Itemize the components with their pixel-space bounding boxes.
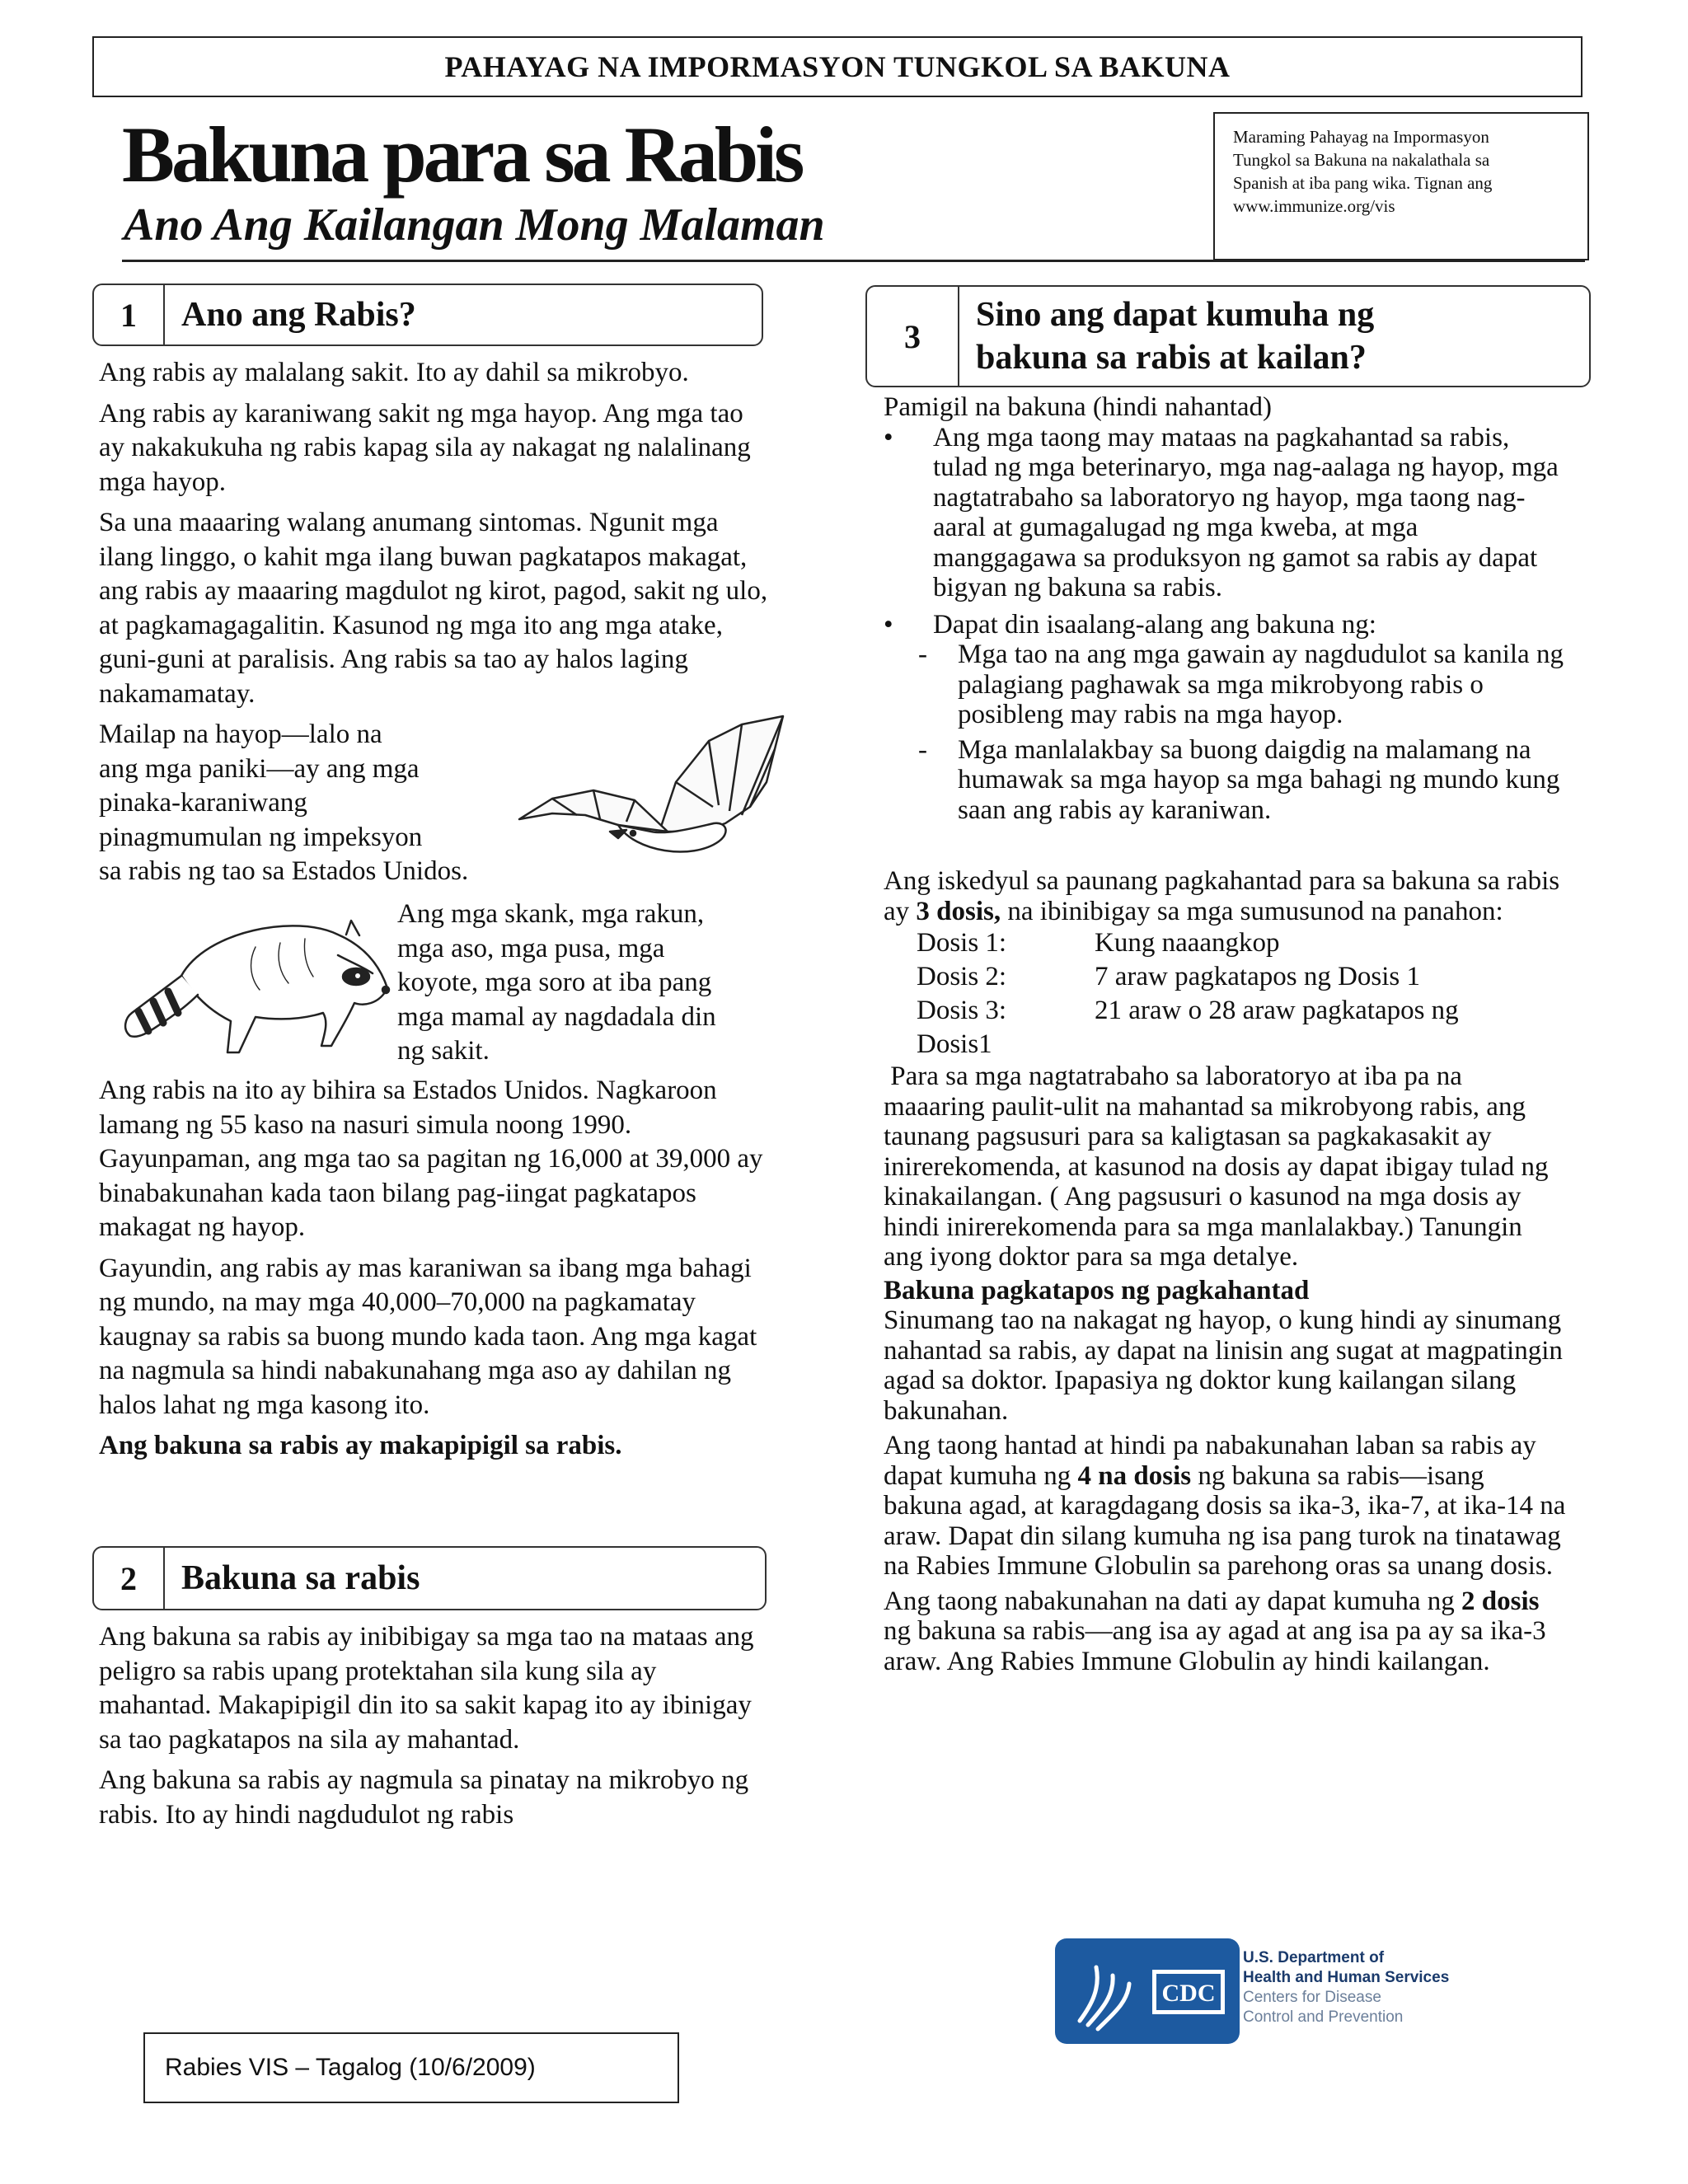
info-line: Maraming Pahayag na Impormasyon [1233,127,1489,147]
bat-text-line: pinaka-karaniwang [99,788,307,818]
right-column [884,392,1568,1676]
hhs-line: Control and Prevention [1243,2008,1404,2026]
paragraph [884,1431,1568,1582]
text-run: Ang taong hantad at hindi pa nabakunahan laban sa rabis ay dapat kumuha ng [884,1431,1536,1491]
raccoon-text-line: mga aso, mga pusa, mga [397,933,665,963]
dose-value: 21 araw o 28 araw pagkatapos ng [1095,996,1459,1025]
raccoon-text-line: ng sakit. [397,1036,490,1066]
list-item [884,610,1568,640]
list-item-text: Mga tao na ang mga gawain ay nagdudulot sa kanila ng palagiang paghawak sa mga mikrobyong rabis o posibleng may rabis na mga hayop. [958,640,1564,729]
document-subtitle: Ano Ang Kailangan Mong Malaman [124,199,825,251]
section-number: 2 [94,1548,165,1609]
bat-illustration [503,708,791,873]
info-line: Tungkol sa Bakuna na nakalathala sa [1233,150,1490,170]
dose-tail: Dosis1 [917,1029,992,1059]
paragraph-bold: Ang bakuna sa rabis ay makapipigil sa rabis. [99,1431,622,1460]
dash-mark: - [918,640,927,669]
section-3-heading [865,285,1591,387]
list-item [884,423,1568,603]
paragraph: Para sa mga nagtatrabaho sa laboratoryo at iba pa na maaaring paulit-ulit na mahantad sa mikrobyong rabis, ang taunang pagsusuri para sa kaligtasan sa pagkakasakit ay inirerekomenda, at kasunod na dosis ay dapat ibigay tulad ng kinakailangan. ( Ang pagsusuri o kasunod na mga dosis ay hindi inirerekomenda para sa mga manlalakbay.) Tanungin ang iyong doktor para sa mga detalye. [884,1062,1555,1272]
language-info-box [1213,112,1589,260]
dose-row [884,1028,1568,1062]
paragraph: Sinumang tao na nakagat ng hayop, o kung hindi ay sinumang nahantad sa rabis, ay dapat na linisin ang sugat at magpatingin agad sa doktor. Ipapasiya ng doktor kung kailangan silang bakunahan. [884,1305,1563,1426]
sub-list-item [884,640,1568,730]
list-item-text: Dapat din isaalang-alang ang bakuna ng: [933,609,1376,640]
section-1-heading [92,284,763,346]
section-title [959,287,1374,386]
cdc-text: CDC [1161,1980,1216,2007]
text-run: Ang iskedyul sa paunang pagkahantad para sa bakuna sa rabis ay [884,866,1560,926]
paragraph: Ang bakuna sa rabis ay nagmula sa pinatay na mikrobyo ng rabis. Ito ay hindi nagdudulot ng rabis [99,1765,749,1830]
paragraph: Pamigil na bakuna (hindi nahantad) [884,392,1273,422]
text-run: ng bakuna sa rabis—ang isa ay agad at ang isa pa ay sa ika-3 araw. Ang Rabies Immune Globulin ay hindi kailangan. [884,1616,1546,1676]
section-number: 1 [94,285,165,344]
paragraph: Ang bakuna sa rabis ay inibibigay sa mga tao na mataas ang peligro sa rabis upang protektahan sila kung sila ay mahantad. Makapipigil din ito sa sakit kapag ito ay ibinigay sa tao pagkatapos na sila ay mahantad. [99,1622,754,1755]
document-title: Bakuna para sa Rabis [122,110,802,199]
hhs-line: Centers for Disease [1243,1989,1381,2006]
hhs-cdc-logo [1055,1938,1240,2044]
bullet-mark: • [884,422,893,452]
dose-row [884,926,1568,960]
dose-label: Dosis 1: [917,928,1007,958]
subheading: Bakuna pagkatapos ng pagkahantad [884,1275,1310,1305]
left-column [99,356,775,1464]
info-line: Spanish at iba pang wika. Tignan ang [1233,173,1493,193]
dash-mark: - [918,734,927,765]
bullet-list [884,423,1568,640]
text-run: Ang taong nabakunahan na dati ay dapat kumuha ng [884,1586,1462,1616]
paragraph: Gayundin, ang rabis ay mas karaniwan sa ibang mga bahagi ng mundo, na may mga 40,000–70,000 na pagkamatay kaugnay sa rabis sa buong mundo kada taon. Ang mga kagat na nagmula sa hindi nabakunahang mga aso ay dahilan ng halos lahat ng mga kasong ito. [99,1253,757,1420]
raccoon-text-line: koyote, mga soro at iba pang [397,968,712,997]
raccoon-text-line: mga mamal ay nagdadala din [397,1001,716,1032]
dose-row [884,994,1568,1028]
list-item-text: Ang mga taong may mataas na pagkahantad sa rabis, tulad ng mga beterinaryo, mga nag-aalaga ng hayop, mga nagtatrabaho sa laboratoryo ng hayop, mga taong nag-aaral at gumagalugad ng mga kweba, at mga manggagawa sa produksyon ng gamot sa rabis ay dapat bigyan ng bakuna sa rabis. [933,422,1559,602]
bat-block [99,718,775,891]
dose-value: Kung naaangkop [1095,928,1280,958]
sub-list [884,640,1568,825]
dose-value: 7 araw pagkatapos ng Dosis 1 [1095,962,1421,991]
section-2-heading [92,1546,767,1610]
bat-text-line: sa rabis ng tao sa Estados Unidos. [99,856,469,886]
paragraph: Ang rabis na ito ay bihira sa Estados Unidos. Nagkaroon lamang ng 55 kaso na nasuri simula noong 1990. Gayunpaman, ang mga tao sa pagitan ng 16,000 at 39,000 ay binabakunahan kada taon bilang pag-iingat pagkatapos makagat ng hayop. [99,1076,763,1242]
dose-label: Dosis 2: [917,962,1007,991]
text-run: ng bakuna sa rabis—isang bakuna agad, at karagdagang dosis sa ika-3, ika-7, at ika-14 na araw. Dapat din silang kumuha ng isa pang turok na tinatawag na Rabies Immune Globulin sa parehong oras sa unang dosis. [884,1460,1566,1581]
list-item-text: Mga manlalakbay sa buong daigdig na malamang na humawak sa mga hayop sa mga bahagi ng mundo kung saan ang rabis ay karaniwan. [958,734,1560,825]
raccoon-block [99,898,775,1071]
section-title-line: Sino ang dapat kumuha ng [976,296,1375,334]
raccoon-text-line: Ang mga skank, mga rakun, [397,899,705,929]
section-title-line: bakuna sa rabis at kailan? [976,339,1367,377]
bat-text-line: Mailap na hayop—lalo na [99,719,382,749]
text-run: na ibinibigay sa mga sumusunod na panahon: [1001,896,1503,926]
hhs-line: Health and Human Services [1243,1969,1450,1986]
bullet-mark: • [884,609,893,640]
section-title: Ano ang Rabis? [181,296,416,334]
text-run-bold: 2 dosis [1461,1586,1540,1616]
paragraph: Ang rabis ay malalang sakit. Ito ay dahil sa mikrobyo. [99,358,689,387]
dose-schedule [884,926,1568,1062]
hhs-text [1243,1948,1449,2027]
paragraph [884,1586,1568,1677]
paragraph: Ang rabis ay karaniwang sakit ng mga hayop. Ang mga tao ay nakakukuha ng rabis kapag sila ay nakagat ng nalalinang mga hayop. [99,398,751,497]
bat-text-line: pinagmumulan ng impeksyon [99,822,423,852]
document-banner: PAHAYAG NA IMPORMASYON TUNGKOL SA BAKUNA [92,36,1582,97]
paragraph: Sa una maaaring walang anumang sintomas. Ngunit mga ilang linggo, o kahit mga ilang buwan pagkatapos makagat, ang rabis ay maaaring magdulot ng kirot, pagod, sakit ng ulo, at pagkamagagalitin. Kasunod ng mga ito ang mga atake, guni-guni at paralisis. Ang rabis sa tao ay halos laging nakamamatay. [99,508,768,709]
section-number: 3 [867,287,959,386]
section-title: Bakuna sa rabis [181,1559,420,1597]
raccoon-illustration [115,898,404,1071]
bat-text-line: ang mga paniki—ay ang mga [99,753,420,784]
dose-label: Dosis 3: [917,996,1007,1025]
text-run-bold: 4 na dosis [1077,1460,1192,1491]
sub-list-item [884,735,1568,826]
section-2-body [99,1620,775,1832]
info-link[interactable]: www.immunize.org/vis [1233,196,1395,216]
text-run-bold: 3 dosis, [916,896,1001,926]
dose-row [884,960,1568,994]
hhs-line: U.S. Department of [1243,1949,1385,1966]
schedule-paragraph [884,866,1568,926]
vis-footer-label: Rabies VIS – Tagalog (10/6/2009) [143,2032,679,2103]
